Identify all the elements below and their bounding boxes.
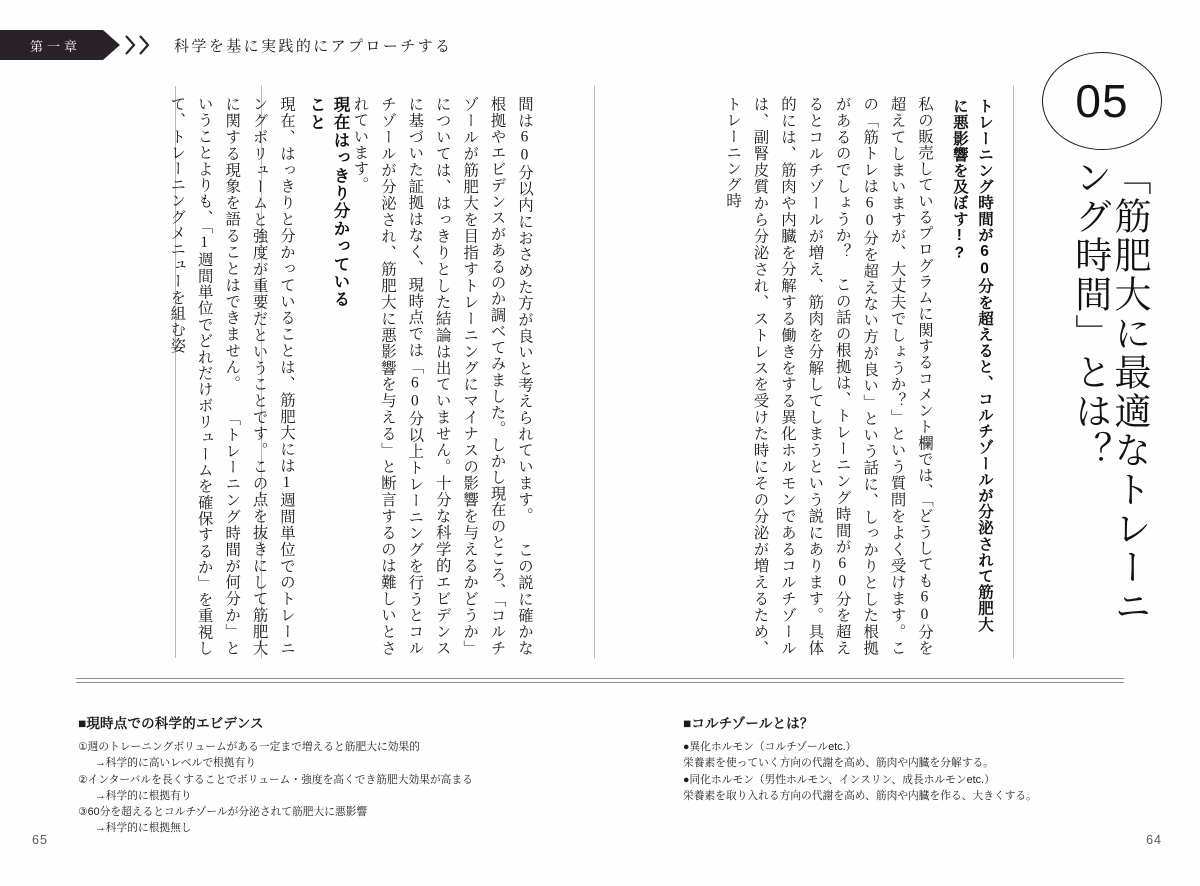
double-chevron-right-icon <box>125 35 150 55</box>
column-rule-subtitle <box>1013 86 1014 658</box>
body-paragraph-1: 私の販売しているプログラムに関するコメント欄では、「どうしても60分を超えてしまいますが、大丈夫でしょうか？」という質問をよく受けます。この「筋トレは60分を超えない方が良い」という話に、しっかりとした根拠があるのでしょうか？ この話の根拠は、トレーニング時間が60分を超えるとコルチゾールが増え、筋肉を分解してしまうという説にあります。具体的には、筋肉や内臓を分解する働きをする異化ホルモンであるコルチゾールは、副腎皮質から分泌され、ストレスを受けた時にその分泌が増えるため、トレーニング時 <box>724 96 933 656</box>
note-cortisol <box>683 712 1153 804</box>
list-item: 栄養素を使っていく方向の代謝を高め、筋肉や内臓を分解する。 <box>683 757 994 770</box>
section-subheading: 現在はっきり分かっていること <box>307 96 349 309</box>
list-item: 栄養素を取り入れる方向の代謝を高め、筋肉や内臓を作る、大きくする。 <box>683 789 1037 802</box>
body-paragraph-3: 現在、はっきりと分かっていることは、筋肥大には1週間単位でのトレーニングボリュームと強度が重要だということです。この点を抜きにして筋肥大に関する現象を語ることはできません。 「トレーニング時間が何分か」ということよりも、「1週間単位でどれだけボリュームを確保するか」を重視して、トレーニングメニューを組む姿 <box>168 96 295 656</box>
list-item: ●同化ホルモン（男性ホルモン、インスリン、成長ホルモンetc.） <box>683 773 995 786</box>
column-rule-1 <box>594 86 595 658</box>
list-item: →科学的に根拠無し <box>95 822 192 835</box>
folio-left-page: 65 <box>32 833 48 847</box>
list-item: ③60分を超えるとコルチゾールが分泌されて筋肥大に悪影響 <box>78 806 368 819</box>
spread-gutter <box>599 0 601 886</box>
chapter-title: 科学を基に実践的にアプローチする <box>174 38 453 55</box>
list-item: →科学的に高いレベルで根拠有り <box>95 757 257 770</box>
chapter-tag <box>0 30 103 60</box>
article-subtitle: トレーニング時間が60分を超えると、コルチゾールが分泌されて筋肥大に悪影響を及ぼす!? <box>950 98 993 633</box>
list-item: →科学的に根拠有り <box>95 789 192 802</box>
folio-right-page: 64 <box>1146 833 1162 847</box>
list-item: ●異化ホルモン（コルチゾールetc.） <box>683 741 857 753</box>
body-paragraph-2: 間は60分以内におさめた方が良いと考えられています。 この説に確かな根拠やエビデンスがあるのか調べてみました。しかし現在のところ、「コルチゾールが筋肥大を目指すトレーニングにマイナスの影響を与えるかどうか」については、はっきりとした結論は出ていません。十分な科学的エビデンスに基づいた証拠はなく、現時点では「60分以上トレーニングを行うとコルチゾールが分泌され、筋肥大に悪影響を与える」と断言するのは難しいとされています。 <box>351 96 533 656</box>
note-cortisol-title: ■コルチゾールとは？ <box>683 716 814 731</box>
chapter-header <box>0 30 452 60</box>
note-evidence <box>78 712 548 837</box>
article-number: 05 <box>1075 75 1129 127</box>
note-evidence-list <box>78 739 548 837</box>
chapter-tag-label: 第一章 <box>30 38 82 54</box>
list-item: ②インターバルを長くすることでボリューム・強度を高くでき筋肥大効果が高まる <box>78 773 473 786</box>
note-evidence-title: ■現時点での科学的エビデンス <box>78 716 264 731</box>
page-title: 「筋肥大に最適なトレーニング時間」とは？ <box>1068 158 1149 626</box>
list-item: ①週のトレーニングボリュームがある一定まで増えると筋肥大に効果的 <box>78 741 420 753</box>
article-number-badge <box>1042 52 1162 150</box>
note-cortisol-list <box>683 739 1153 804</box>
